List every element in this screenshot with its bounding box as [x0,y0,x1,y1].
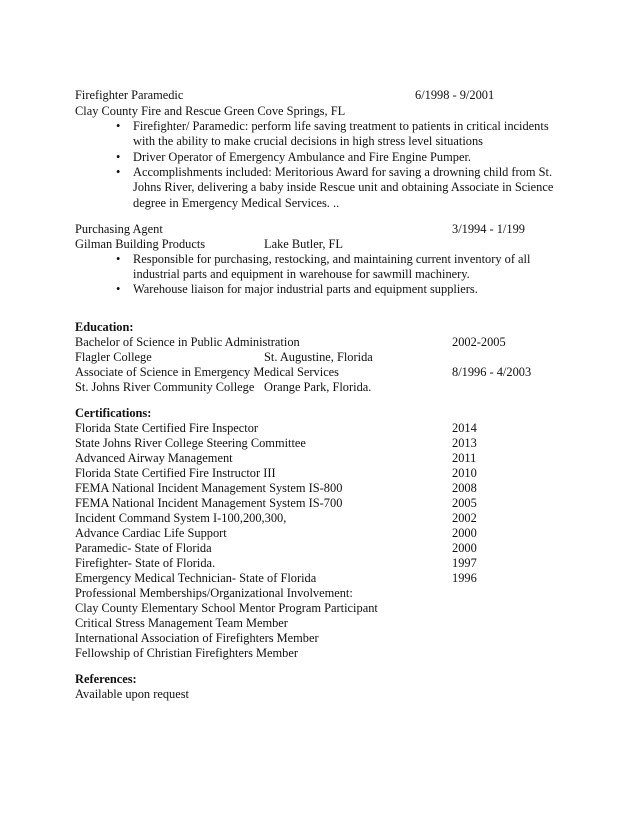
certification-year: 2000 [452,541,477,555]
membership-line: Clay County Elementary School Mentor Program Participant [75,601,378,615]
job-dates: 3/1994 - 1/199 [452,222,525,236]
job-dates: 6/1998 - 9/2001 [415,88,495,102]
certification-name: Firefighter- State of Florida. [75,556,216,570]
job-bullet-line: industrial parts and equipment in warehouse for sawmill machinery. [133,267,470,281]
education-row: St. Johns River Community College [75,380,255,394]
certification-year: 2014 [452,421,477,435]
certification-year: 2011 [452,451,477,465]
job-employer: Gilman Building Products [75,237,206,251]
certification-name: Paramedic- State of Florida [75,541,212,555]
job-bullet-line: degree in Emergency Medical Services. .. [133,196,340,210]
references-text: Available upon request [75,687,190,701]
bullet-icon: • [116,150,121,164]
membership-line: Critical Stress Management Team Member [75,616,288,630]
bullet-icon: • [116,165,121,179]
bullet-icon: • [116,119,121,133]
job-title: Firefighter Paramedic [75,88,184,102]
job-bullet-line: Warehouse liaison for major industrial parts and equipment suppliers. [133,282,478,296]
certification-name: Emergency Medical Technician- State of Florida [75,571,317,585]
job-bullet-line: Johns River, delivering a baby inside Rescue unit and obtaining Associate in Science [133,180,554,194]
education-row: Bachelor of Science in Public Administration [75,335,300,349]
certification-name: Advanced Airway Management [75,451,233,465]
bullet-icon: • [116,282,121,296]
certification-name: Advance Cardiac Life Support [75,526,227,540]
education-location: St. Augustine, Florida [264,350,373,364]
certification-year: 1997 [452,556,477,570]
certification-year: 1996 [452,571,477,585]
certification-name: State Johns River College Steering Committee [75,436,306,450]
education-dates: 2002-2005 [452,335,506,349]
education-location: Orange Park, Florida. [264,380,372,394]
certification-year: 2002 [452,511,477,525]
job-bullet-line: Responsible for purchasing, restocking, and maintaining current inventory of all [133,252,531,266]
job-employer: Clay County Fire and Rescue Green Cove Springs, FL [75,104,346,118]
job-bullet-line: Firefighter/ Paramedic: perform life saving treatment to patients in critical incidents [133,119,549,133]
certification-year: 2013 [452,436,477,450]
education-row: Associate of Science in Emergency Medical Services [75,365,340,379]
job-bullet-line: Accomplishments included: Meritorious Award for saving a drowning child from St. [133,165,553,179]
job-title: Purchasing Agent [75,222,163,236]
membership-line: Fellowship of Christian Firefighters Member [75,646,299,660]
certifications-heading: Certifications: [75,406,152,420]
certification-name: Florida State Certified Fire Instructor III [75,466,276,480]
job-bullet-line: with the ability to make crucial decisions in high stress level situations [133,134,483,148]
certification-year: 2008 [452,481,477,495]
certification-name: Florida State Certified Fire Inspector [75,421,259,435]
job-bullet-line: Driver Operator of Emergency Ambulance and Fire Engine Pumper. [133,150,472,164]
certification-year: 2005 [452,496,477,510]
education-dates: 8/1996 - 4/2003 [452,365,532,379]
membership-line: International Association of Firefighters Member [75,631,319,645]
bullet-icon: • [116,252,121,266]
certification-name: FEMA National Incident Management System IS-700 [75,496,343,510]
certification-year: 2000 [452,526,477,540]
certification-year: 2010 [452,466,477,480]
certification-name: Incident Command System I-100,200,300, [75,511,287,525]
certification-name: FEMA National Incident Management System IS-800 [75,481,343,495]
education-heading: Education: [75,320,134,334]
education-row: Flagler College [75,350,152,364]
references-heading: References: [75,672,137,686]
job-location: Lake Butler, FL [264,237,343,251]
membership-line: Professional Memberships/Organizational Involvement: [75,586,353,600]
